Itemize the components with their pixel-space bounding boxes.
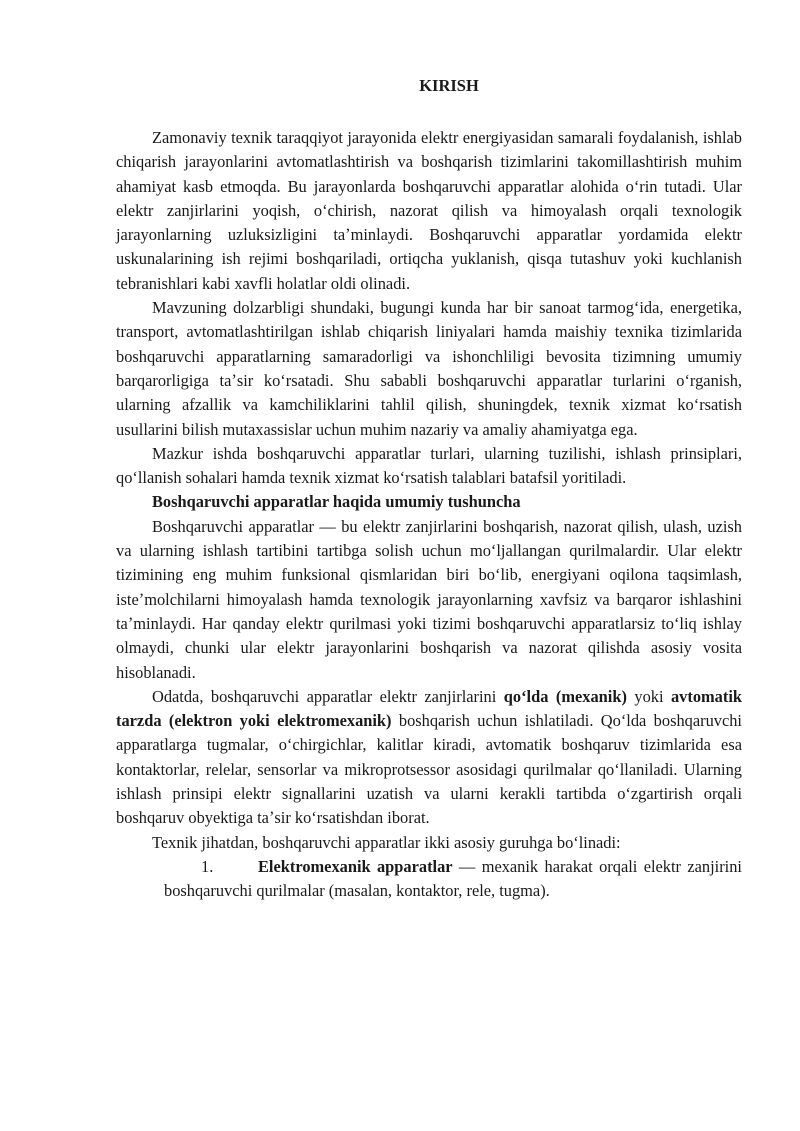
section-heading: Boshqaruvchi apparatlar haqida umumiy tushuncha [152, 492, 521, 512]
list-item-text: — mexanik harakat orqali elektr zanjirini boshqaruvchi qurilmalar (masalan, kontaktor, rele, tugma). [164, 856, 742, 901]
list-item-bold-term: Elektromexanik apparatlar [258, 856, 453, 876]
intro-paragraph-1: Zamonaviy texnik taraqqiyot jarayonida elektr energiyasidan samarali foydalanish, ishlab chiqarish jarayonlarini avtomatlashtirish va boshqarish tizimlarini takomillashtirish muhim ahamiyat kasb etmoqda. Bu jarayonlarda boshqaruvchi apparatlar alohida oʻrin tutadi. Ular elektr zanjirlarini yoqish, oʻchirish, nazorat qilish va himoyalash orqali texnologik jarayonlarning uzluksizligini taʼminlaydi. Boshqaruvchi apparatlar yordamida elektr uskunalarining ish rejimi boshqariladi, ortiqcha yuklanish, qisqa tutashuv yoki kuchlanish tebranishlari kabi xavfli holatlar oldi olinadi. [116, 128, 742, 293]
section-paragraph-2 [116, 685, 742, 831]
document-body [116, 74, 742, 904]
section-paragraph-2-text-c: boshqarish uchun ishlatiladi. Qoʻlda boshqaruvchi apparatlarga tugmalar, oʻchirgichlar, kalitlar kiradi, avtomatik boshqaruv tizimlarida esa kontaktorlar, relelar, sensorlar va mikroprotsessor asosidagi qurilmalar qoʻllaniladi. Ularning ishlash prinsipi elektr signallarini uzatish va ularni kerakli tartibda oʻzgartirish orqali boshqaruv obyektiga taʼsir koʻrsatishdan iborat. [116, 711, 742, 828]
section-paragraph-3: Texnik jihatdan, boshqaruvchi apparatlar ikki asosiy guruhga boʻlinadi: [152, 832, 621, 852]
section-paragraph-2-text-a: Odatda, boshqaruvchi apparatlar elektr zanjirlarini [152, 686, 504, 706]
list-item [116, 855, 742, 904]
section-paragraph-2-text-b: yoki [626, 686, 671, 706]
section-paragraph-1: Boshqaruvchi apparatlar — bu elektr zanjirlarini boshqarish, nazorat qilish, ulash, uzish va ularning ishlash tartibini tartibga solish uchun moʻljallangan qurilmalardir. Ular elektr tizimining eng muhim funksional qismlaridan biri boʻlib, energiyani oqilona taqsimlash, isteʼmolchilarni himoyalash hamda texnologik jarayonlarning xavfsiz va barqaror ishlashini taʼminlaydi. Har qanday elektr qurilmasi yoki tizimi boshqaruvchi apparatlarsiz toʻliq ishlay olmaydi, chunki ular elektr jarayonlarini boshqarish va nazorat qilishda asosiy vosita hisoblanadi. [116, 516, 742, 682]
section-paragraph-2-bold-manual: qoʻlda (mexanik) [503, 686, 627, 706]
section-paragraph-2-bold-automatic: avtomatik tarzda (elektron yoki elektromexanik) [116, 686, 742, 731]
intro-paragraph-3: Mazkur ishda boshqaruvchi apparatlar turlari, ularning tuzilishi, ishlash prinsiplari, qoʻllanish sohalari hamda texnik xizmat koʻrsatish talablari batafsil yoritiladi. [116, 443, 742, 488]
page-title: KIRISH [419, 76, 479, 95]
list-item-number: 1. [201, 856, 214, 876]
title-spacer [116, 98, 742, 126]
intro-paragraph-2: Mavzuning dolzarbligi shundaki, bugungi kunda har bir sanoat tarmogʻida, energetika, transport, avtomatlashtirilgan ishlab chiqarish liniyalari hamda maishiy texnika tizimlarida boshqaruvchi apparatlarning samaradorligi va ishonchliligi bevosita tizimning umumiy barqarorligiga taʼsir koʻrsatadi. Shu sababli boshqaruvchi apparatlar turlarini oʻrganish, ularning afzallik va kamchiliklarini tahlil qilish, shuningdek, texnik xizmat koʻrsatish usullarini bilish mutaxassislar uchun muhim nazariy va amaliy ahamiyatga ega. [116, 298, 742, 439]
